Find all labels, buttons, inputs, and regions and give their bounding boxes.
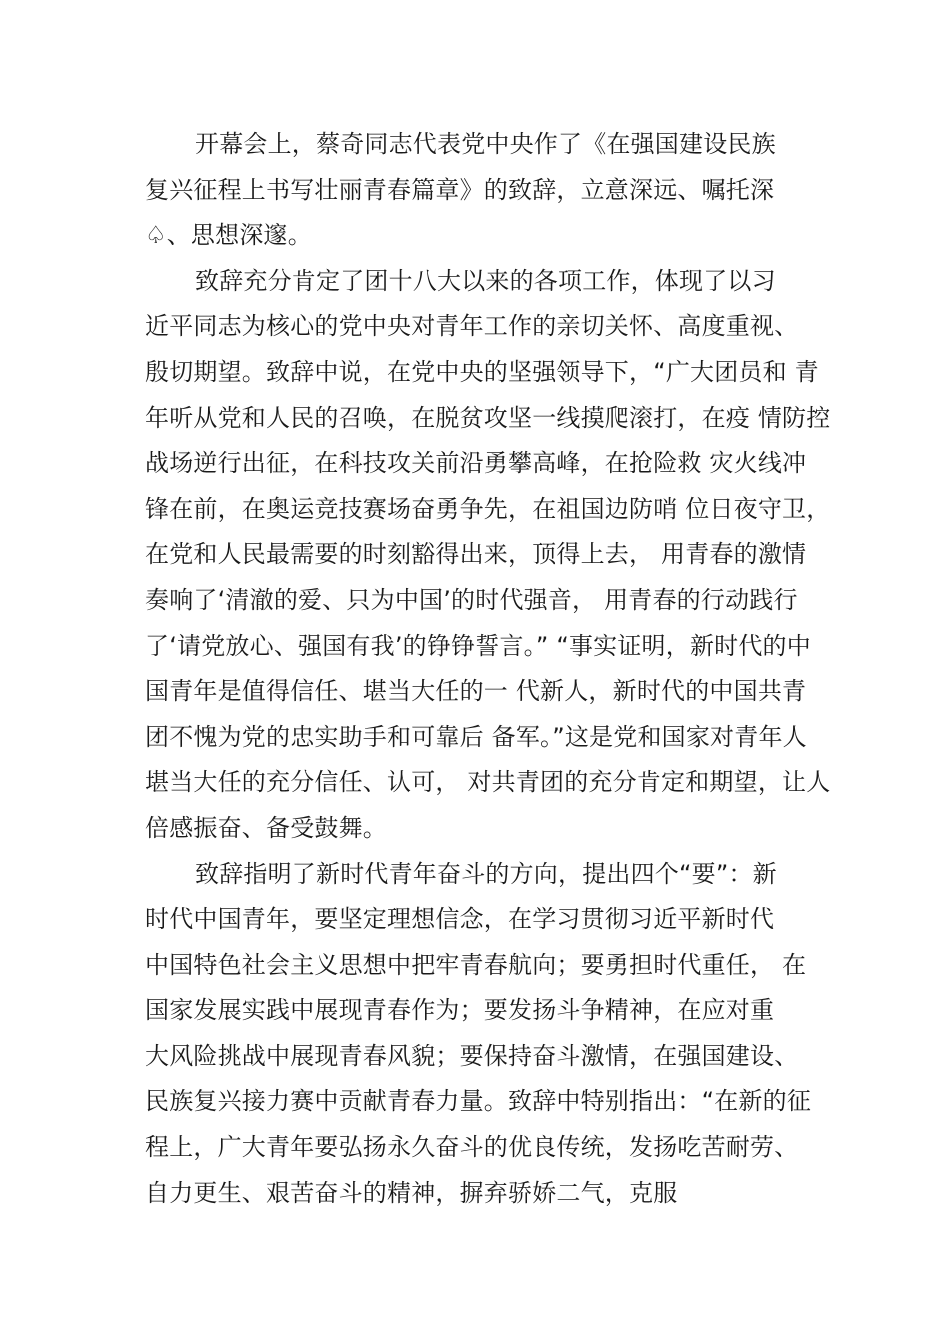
text-line: 国家发展实践中展现青春作为；要发扬斗争精神，在应对重 — [145, 996, 775, 1025]
paragraph-2 — [145, 259, 845, 852]
text-line: 大风险挑战中展现青春风貌；要保持奋斗激情，在强国建设、 — [145, 1041, 799, 1070]
text-line: 在党和人民最需要的时刻豁得出来，顶得上去， 用青春的激情 — [145, 540, 807, 569]
text-line: ♤、思想深邃。 — [145, 221, 312, 250]
paragraph-1 — [145, 122, 845, 259]
text-line: 国青年是值得信任、堪当大任的一 代新人，新时代的中国共青 — [145, 677, 807, 706]
text-line: 开幕会上，蔡奇同志代表党中央作了《在强国建设民族 — [195, 130, 776, 158]
text-line: 复兴征程上书写壮丽青春篇章》的致辞，立意深远、嘱托深 — [145, 175, 775, 204]
text-line: 近平同志为核心的党中央对青年工作的亲切关怀、高度重视、 — [145, 312, 799, 341]
text-line: 殷切期望。致辞中说，在党中央的坚强领导下，“广大团员和 青 — [145, 357, 819, 386]
text-line: 年听从党和人民的召唤，在脱贫攻坚一线摸爬滚打，在疫 情防控 — [145, 403, 831, 432]
text-line: 锋在前，在奥运竞技赛场奋勇争先，在祖国边防哨 位日夜守卫， — [145, 494, 831, 523]
text-line: 团不愧为党的忠实助手和可靠后 备军。”这是党和国家对青年人 — [145, 722, 807, 751]
document-body — [145, 122, 845, 1216]
text-line: 程上，广大青年要弘扬永久奋斗的优良传统，发扬吃苦耐劳、 — [145, 1133, 799, 1162]
text-line: 民族复兴接力赛中贡献青春力量。致辞中特别指出：“在新的征 — [145, 1087, 812, 1116]
text-line: 自力更生、艰苦奋斗的精神，摒弃骄娇二气，克服 — [145, 1178, 678, 1207]
text-line: 中国特色社会主义思想中把牢青春航向；要勇担时代重任， 在 — [145, 950, 807, 979]
text-line: 倍感振奋、备受鼓舞。 — [145, 813, 387, 842]
text-line: 堪当大任的充分信任、认可， 对共青团的充分肯定和期望，让人 — [145, 768, 831, 797]
text-line: 时代中国青年，要坚定理想信念，在学习贯彻习近平新时代 — [145, 905, 775, 934]
text-line: 致辞充分肯定了团十八大以来的各项工作，体现了以习 — [195, 266, 776, 295]
text-line: 了‘请党放心、强国有我’的铮铮誓言。” “事实证明，新时代的中 — [145, 631, 811, 660]
text-line: 奏响了‘清澈的爱、只为中国’的时代强音， 用青春的行动践行 — [145, 585, 798, 614]
text-line: 致辞指明了新时代青年奋斗的方向，提出四个“要”：新 — [195, 859, 777, 888]
text-line: 战场逆行出征，在科技攻关前沿勇攀高峰，在抢险救 灾火线冲 — [145, 449, 807, 478]
paragraph-3 — [145, 852, 845, 1217]
